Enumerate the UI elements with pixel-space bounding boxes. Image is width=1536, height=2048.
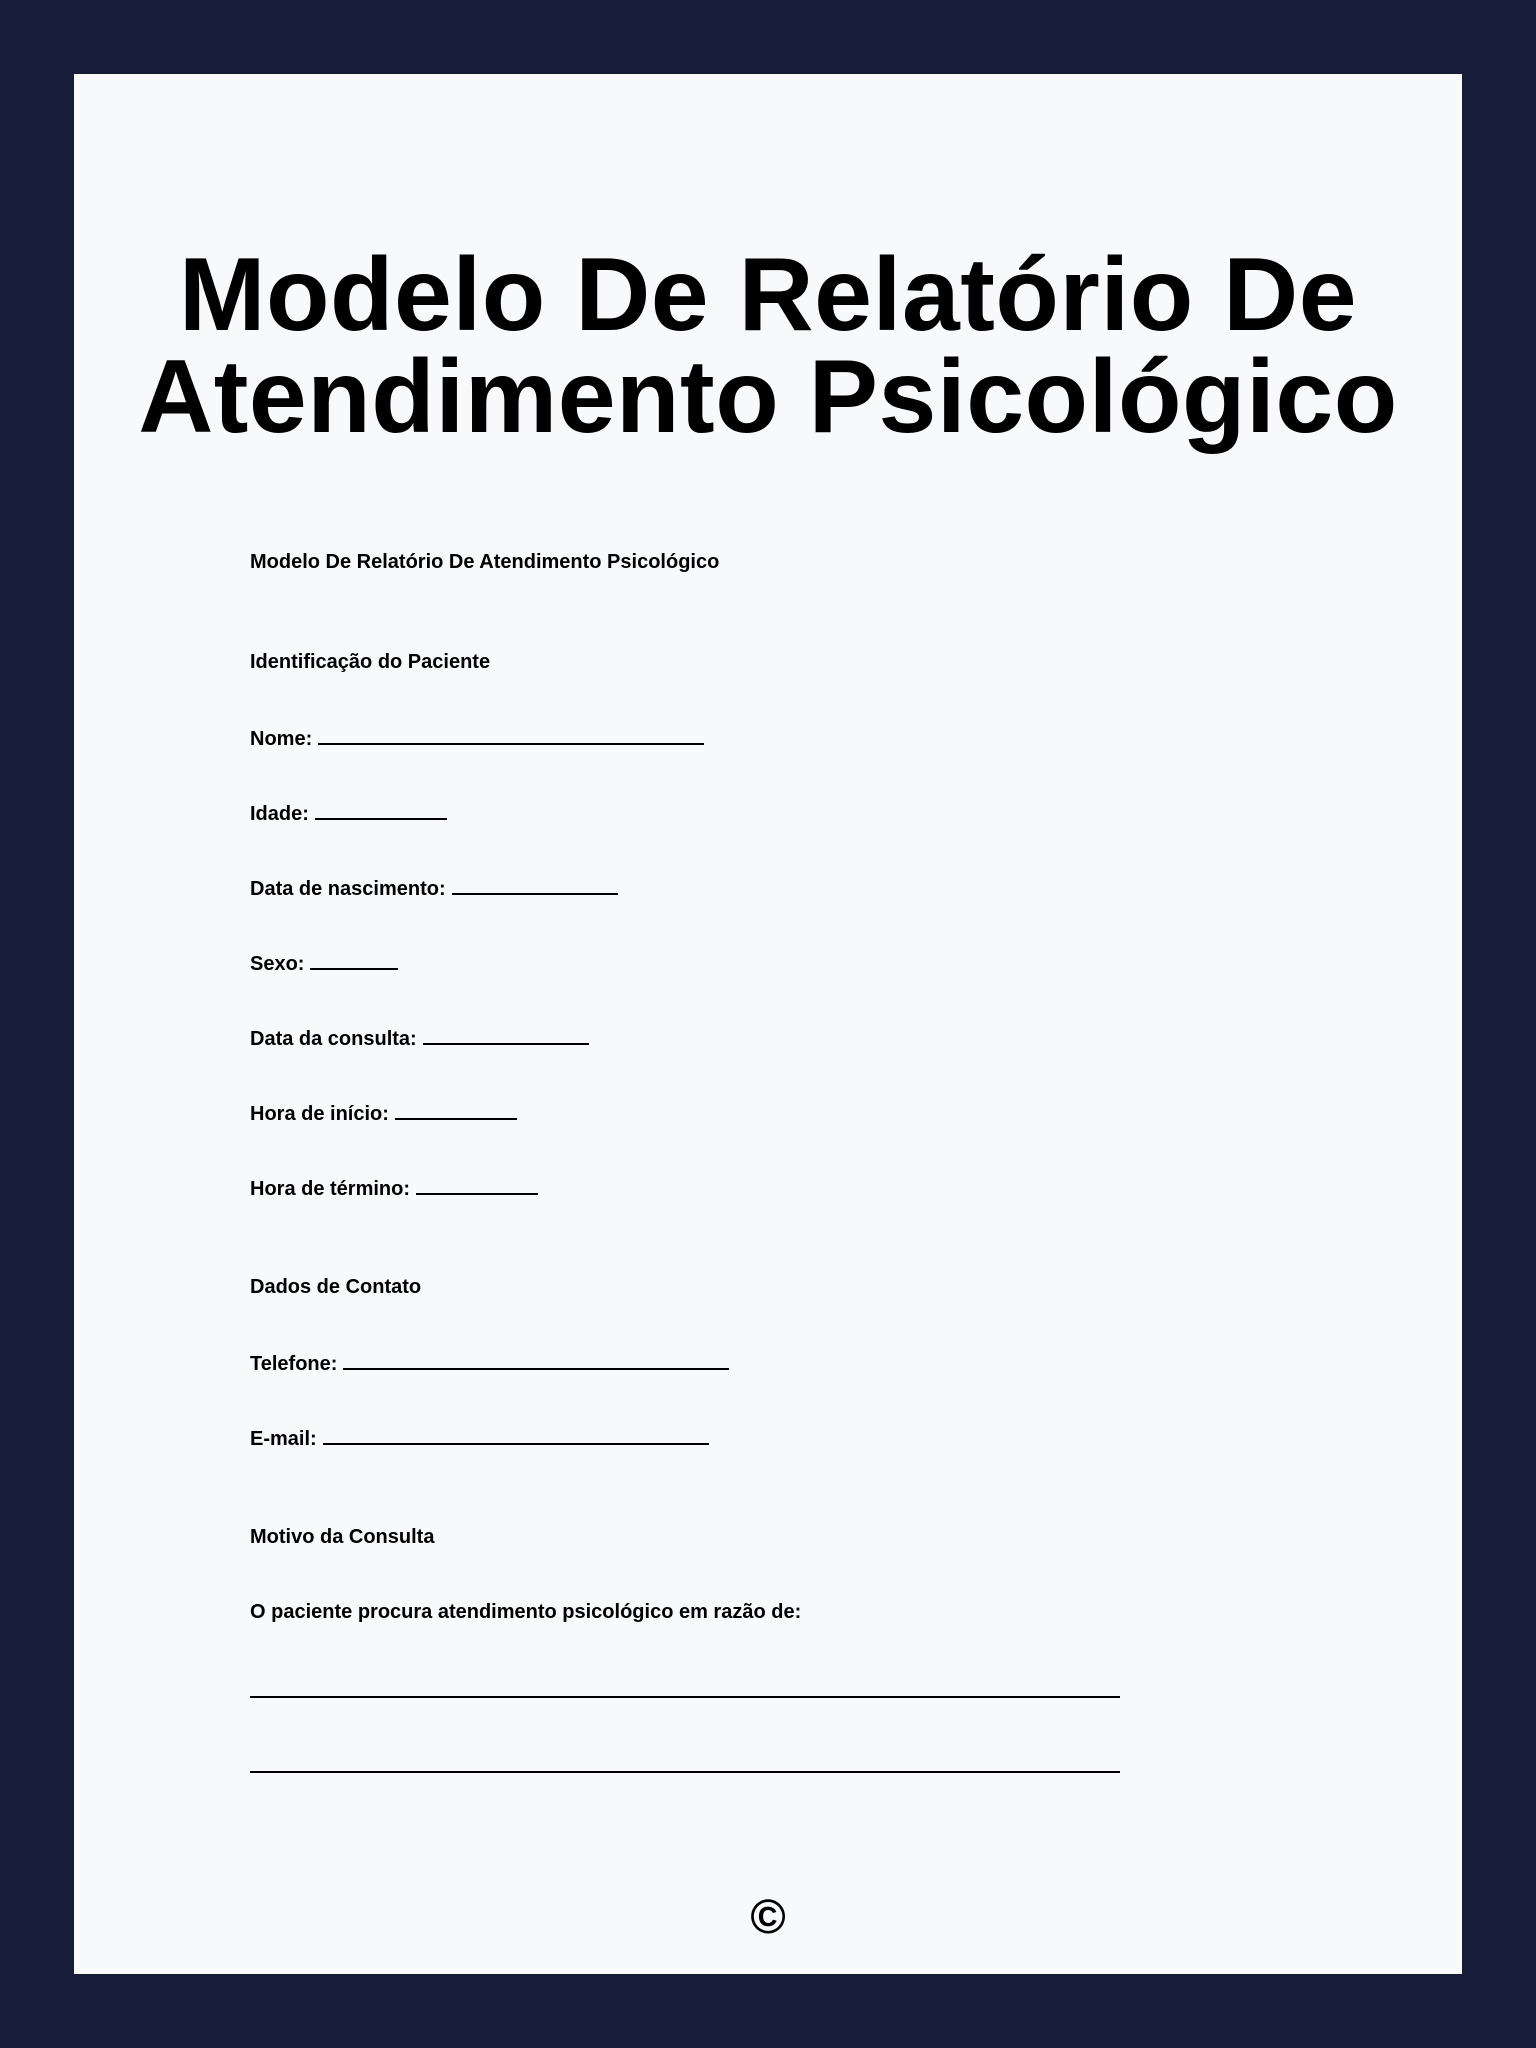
contact-heading: Dados de Contato: [250, 1276, 422, 1298]
birth-date-field: [250, 875, 618, 901]
document-page: [74, 74, 1462, 1974]
name-label: Nome:: [250, 728, 313, 750]
reason-prompt: O paciente procura atendimento psicológico em razão de:: [250, 1601, 802, 1623]
name-blank[interactable]: [318, 725, 704, 745]
reason-answer-line-2[interactable]: [250, 1771, 1120, 1773]
consult-date-label: Data da consulta:: [250, 1028, 417, 1050]
age-label: Idade:: [250, 803, 309, 825]
sex-label: Sexo:: [250, 953, 305, 975]
identification-heading: Identificação do Paciente: [250, 651, 491, 673]
form-subtitle: Modelo De Relatório De Atendimento Psicológico: [250, 551, 720, 573]
end-time-blank[interactable]: [416, 1175, 538, 1195]
name-field: [250, 725, 704, 751]
birth-date-label: Data de nascimento:: [250, 878, 446, 900]
start-time-field: [250, 1100, 517, 1126]
phone-field: [250, 1350, 729, 1376]
phone-label: Telefone:: [250, 1353, 338, 1375]
email-blank[interactable]: [323, 1425, 709, 1445]
email-field: [250, 1425, 709, 1451]
consult-date-blank[interactable]: [423, 1025, 589, 1045]
reason-answer-line-1[interactable]: [250, 1696, 1120, 1698]
age-blank[interactable]: [315, 800, 447, 820]
end-time-label: Hora de término:: [250, 1178, 411, 1200]
birth-date-blank[interactable]: [452, 875, 618, 895]
phone-blank[interactable]: [343, 1350, 729, 1370]
end-time-field: [250, 1175, 538, 1201]
reason-heading: Motivo da Consulta: [250, 1526, 435, 1548]
sex-field: [250, 950, 398, 976]
document-title: Modelo De Relatório De Atendimento Psicológico: [138, 237, 1398, 455]
consult-date-field: [250, 1025, 589, 1051]
sex-blank[interactable]: [310, 950, 398, 970]
age-field: [250, 800, 447, 826]
copyright-icon: ©: [750, 1891, 786, 1944]
start-time-label: Hora de início:: [250, 1103, 389, 1125]
email-label: E-mail:: [250, 1428, 317, 1450]
start-time-blank[interactable]: [395, 1100, 517, 1120]
